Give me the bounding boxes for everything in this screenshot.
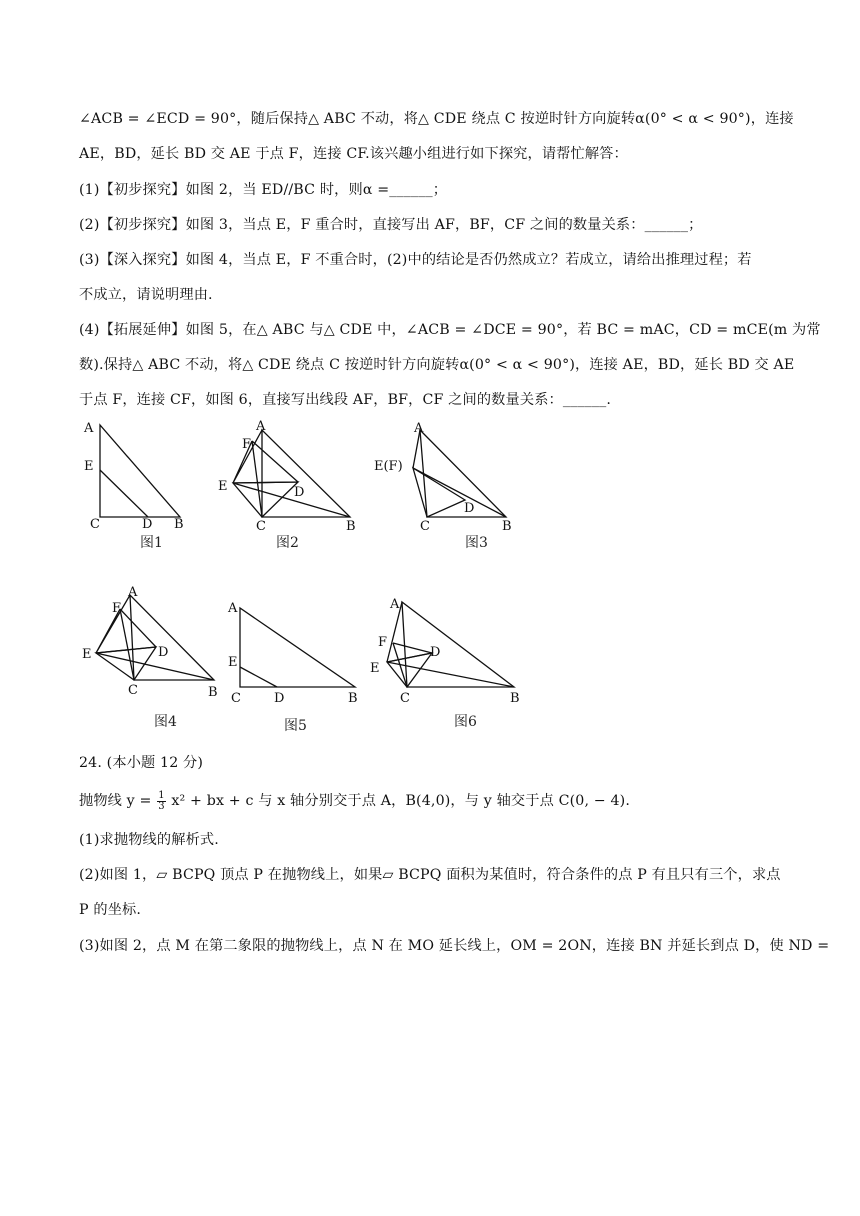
label-C: C [256, 519, 266, 534]
label-D: D [274, 691, 285, 706]
label-E: E [84, 459, 94, 474]
problem-24-part-1: (1)求抛物线的解析式. [79, 832, 219, 848]
problem-24-part-3: (3)如图 2，点 M 在第二象限的抛物线上，点 N 在 MO 延长线上，OM = 2ON，连接 BN 并延长到点 D，使 ND = [79, 938, 830, 954]
problem-24-heading: 24. (本小题 12 分) [79, 755, 204, 771]
figure-5 [240, 608, 355, 687]
label-E: E [370, 661, 380, 676]
parabola-suffix: x² + bx + c 与 x 轴分别交于点 A，B(4,0)，与 y 轴交于点 C(0, − 4). [171, 793, 631, 809]
label-D: D [142, 517, 153, 532]
question-3-cont: 不成立，请说明理由. [79, 287, 213, 303]
figure-3 [413, 430, 506, 517]
label-A: A [84, 421, 94, 436]
fraction-denominator: 3 [158, 800, 165, 812]
label-B: B [208, 685, 218, 700]
label-A: A [128, 585, 138, 600]
label-A: A [390, 597, 400, 612]
label-D: D [294, 485, 305, 500]
label-C: C [231, 691, 241, 706]
label-A: A [256, 419, 266, 434]
fraction-one-third [157, 791, 166, 812]
label-A: A [414, 421, 424, 436]
question-4-cont: 数).保持△ ABC 不动，将△ CDE 绕点 C 按逆时针方向旋转α(0° < α < 90°)，连接 AE，BD，延长 BD 交 AE [79, 357, 795, 373]
caption-figure-1: 图1 [140, 535, 163, 551]
figure-6 [387, 602, 514, 687]
label-F: F [378, 635, 388, 650]
caption-figure-6: 图6 [454, 714, 477, 730]
figure-1 [100, 425, 180, 517]
label-B: B [174, 517, 184, 532]
label-E: E [218, 479, 228, 494]
question-1: (1)【初步探究】如图 2，当 ED//BC 时，则α =______； [79, 182, 448, 198]
question-2: (2)【初步探究】如图 3，当点 E，F 重合时，直接写出 AF，BF，CF 之间的数量关系：______； [79, 217, 703, 233]
question-4-cont2: 于点 F，连接 CF，如图 6，直接写出线段 AF，BF，CF 之间的数量关系：______. [79, 392, 611, 408]
caption-figure-4: 图4 [154, 714, 177, 730]
label-C: C [420, 519, 430, 534]
label-B: B [346, 519, 356, 534]
problem-24-statement [79, 790, 784, 812]
fraction-numerator: 1 [158, 789, 165, 801]
problem-24-part-2-cont: P 的坐标. [79, 902, 142, 918]
label-B: B [502, 519, 512, 534]
caption-figure-3: 图3 [465, 535, 488, 551]
question-3: (3)【深入探究】如图 4，当点 E，F 不重合时，(2)中的结论是否仍然成立？若成立，请给出推理过程；若 [79, 252, 752, 268]
label-D: D [430, 645, 441, 660]
label-F: F [112, 601, 122, 616]
label-E-F: E(F) [374, 459, 403, 474]
parabola-prefix: 抛物线 y = [79, 793, 152, 809]
problem-24-part-2: (2)如图 1，▱ BCPQ 顶点 P 在抛物线上，如果▱ BCPQ 面积为某值时，符合条件的点 P 有且只有三个，求点 [79, 867, 781, 883]
caption-figure-2: 图2 [276, 535, 299, 551]
text-line-1: ∠ACB = ∠ECD = 90°，随后保持△ ABC 不动，将△ CDE 绕点 C 按逆时针方向旋转α(0° < α < 90°)，连接 [79, 111, 794, 127]
label-E: E [228, 655, 238, 670]
caption-figure-5: 图5 [284, 718, 307, 734]
label-C: C [90, 517, 100, 532]
label-E: E [82, 647, 92, 662]
label-A: A [228, 601, 238, 616]
text-line-2: AE，BD，延长 BD 交 AE 于点 F，连接 CF.该兴趣小组进行如下探究，请帮忙解答： [79, 146, 628, 162]
label-C: C [400, 691, 410, 706]
label-B: B [510, 691, 520, 706]
question-4: (4)【拓展延伸】如图 5，在△ ABC 与△ CDE 中，∠ACB = ∠DCE = 90°，若 BC = mAC，CD = mCE(m 为常 [79, 322, 821, 338]
label-B: B [348, 691, 358, 706]
label-F: F [242, 437, 252, 452]
geometry-figures [70, 410, 540, 740]
label-C: C [128, 683, 138, 698]
label-D: D [158, 645, 169, 660]
label-D: D [464, 501, 475, 516]
